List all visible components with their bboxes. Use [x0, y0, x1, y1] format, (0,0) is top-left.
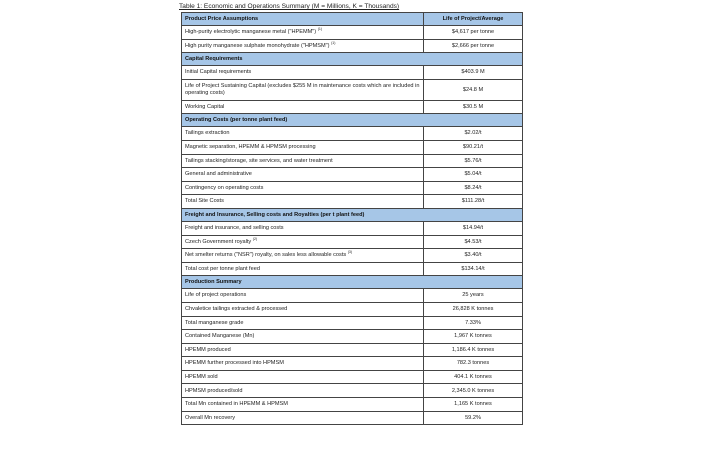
table-row: [182, 398, 523, 412]
row-label-text: Contained Manganese (Mn): [185, 333, 255, 340]
row-value: 1,967 K tonnes: [424, 330, 523, 344]
row-label: [182, 66, 424, 80]
row-label-text: Life of project operations: [185, 292, 247, 299]
table-row: [182, 330, 523, 344]
row-value: $111.28/t: [424, 195, 523, 209]
table-row: [182, 100, 523, 114]
row-label: [182, 168, 424, 182]
table-row: [182, 221, 523, 235]
table-row: [182, 79, 523, 100]
row-label-text: Tailings stacking/storage, site services, and water treatment: [185, 157, 333, 164]
footnote-marker: (2): [252, 236, 258, 241]
row-value: $3.40/t: [424, 249, 523, 263]
section-title: Production Summary: [182, 276, 523, 289]
row-label: [182, 100, 424, 114]
row-value: 1,165 K tonnes: [424, 398, 523, 412]
row-label: [182, 235, 424, 249]
section-title: Capital Requirements: [182, 53, 523, 66]
row-label-text: High-purity electrolytic manganese metal ("HPEMM"): [185, 29, 317, 36]
table-row: [182, 195, 523, 209]
row-label-text: HPEMM produced: [185, 346, 231, 353]
row-value: $8.24/t: [424, 181, 523, 195]
row-label: [182, 302, 424, 316]
row-value: 1,186.4 K tonnes: [424, 343, 523, 357]
row-label-text: Working Capital: [185, 103, 225, 110]
header-right: Life of Project/Average: [424, 13, 523, 26]
row-label: [182, 79, 424, 100]
row-value: $90.21/t: [424, 140, 523, 154]
row-value: 26,828 K tonnes: [424, 302, 523, 316]
table-row: [182, 235, 523, 249]
row-label: [182, 330, 424, 344]
row-label-text: Total cost per tonne plant feed: [185, 265, 260, 272]
row-label-text: Net smelter returns ("NSR") royalty, on sales less allowable costs: [185, 252, 347, 259]
row-label: [182, 249, 424, 263]
row-label-text: General and administrative: [185, 171, 252, 178]
table-row: [182, 26, 523, 40]
row-label-text: Overall Mn recovery: [185, 414, 236, 421]
row-value: 2,345.0 K tonnes: [424, 384, 523, 398]
row-label-text: Total Mn contained in HPEMM & HPMSM: [185, 401, 288, 408]
row-value: $134.14/t: [424, 262, 523, 276]
row-value: 7.33%: [424, 316, 523, 330]
row-label-text: Total manganese grade: [185, 319, 244, 326]
summary-table-body: [182, 13, 523, 425]
row-label-text: HPEMM sold: [185, 373, 218, 380]
table-row: [182, 154, 523, 168]
row-label-text: Czech Government royalty: [185, 238, 252, 245]
table-row: [182, 181, 523, 195]
row-label: [182, 289, 424, 303]
table-row: [182, 168, 523, 182]
table-row: [182, 357, 523, 371]
table-header-row: [182, 13, 523, 26]
row-label-text: HPMSM produced/sold: [185, 387, 243, 394]
row-label: [182, 181, 424, 195]
section-header-row: [182, 114, 523, 127]
row-label-text: High purity manganese sulphate monohydrate ("HPMSM"): [185, 42, 330, 49]
footnote-marker: (1): [331, 40, 336, 45]
row-label: [182, 343, 424, 357]
footnote-marker: (1): [317, 27, 323, 32]
row-label: [182, 154, 424, 168]
table-row: [182, 140, 523, 154]
table-row: [182, 316, 523, 330]
table-row: [182, 249, 523, 263]
table-row: [182, 66, 523, 80]
table-row: [182, 411, 523, 425]
section-title: Freight and Insurance, Selling costs and Royalties (per t plant feed): [182, 208, 523, 221]
row-value: $4,617 per tonne: [424, 26, 523, 40]
row-label: [182, 316, 424, 330]
table-caption: Table 1: Economic and Operations Summary (M = Millions, K = Thousands): [179, 3, 400, 10]
row-label: [182, 221, 424, 235]
section-title: Operating Costs (per tonne plant feed): [182, 114, 523, 127]
table-row: [182, 302, 523, 316]
table-row: [182, 384, 523, 398]
row-label-text: Life of Project Sustaining Capital (excludes $255 M in maintenance costs which are included in operating costs): [185, 83, 420, 96]
row-label-text: Chvaletice tailings extracted & processed: [185, 306, 288, 312]
summary-table: [181, 12, 523, 425]
row-label: [182, 127, 424, 141]
row-label: [182, 384, 424, 398]
section-header-row: [182, 276, 523, 289]
row-label-text: HPEMM further processed into HPMSM: [185, 360, 284, 367]
row-label-text: Total Site Costs: [185, 198, 224, 205]
row-label: [182, 195, 424, 209]
row-value: $5.04/t: [424, 168, 523, 182]
row-value: $2.02/t: [424, 127, 523, 141]
row-value: $5.76/t: [424, 154, 523, 168]
table-row: [182, 370, 523, 384]
header-left: Product Price Assumptions: [182, 13, 424, 26]
row-value: $14.94/t: [424, 221, 523, 235]
row-value: 59.2%: [424, 411, 523, 425]
row-label: [182, 262, 424, 276]
row-value: $24.8 M: [424, 79, 523, 100]
row-value: $4.53/t: [424, 235, 523, 249]
table-row: [182, 127, 523, 141]
row-label: [182, 357, 424, 371]
row-label-text: Tailings extraction: [185, 130, 230, 137]
document: [179, 2, 524, 425]
row-label: [182, 140, 424, 154]
row-value: $403.9 M: [424, 66, 523, 80]
row-label-text: Freight and insurance, and selling costs: [185, 225, 284, 232]
row-value: $30.5 M: [424, 100, 523, 114]
table-row: [182, 343, 523, 357]
row-value: 404.1 K tonnes: [424, 370, 523, 384]
footnote-marker: (3): [347, 250, 353, 255]
table-row: [182, 39, 523, 53]
row-label-text: Initial Capital requirements: [185, 69, 252, 76]
row-label-text: Magnetic separation, HPEMM & HPMSM processing: [185, 144, 316, 151]
table-row: [182, 289, 523, 303]
table-row: [182, 262, 523, 276]
row-label: [182, 370, 424, 384]
row-label-text: Contingency on operating costs: [185, 184, 264, 191]
row-value: 25 years: [424, 289, 523, 303]
section-header-row: [182, 208, 523, 221]
row-label: [182, 26, 424, 40]
row-value: $2,666 per tonne: [424, 39, 523, 53]
row-value: 782.3 tonnes: [424, 357, 523, 371]
row-label: [182, 398, 424, 412]
section-header-row: [182, 53, 523, 66]
row-label: [182, 411, 424, 425]
row-label: [182, 39, 424, 53]
